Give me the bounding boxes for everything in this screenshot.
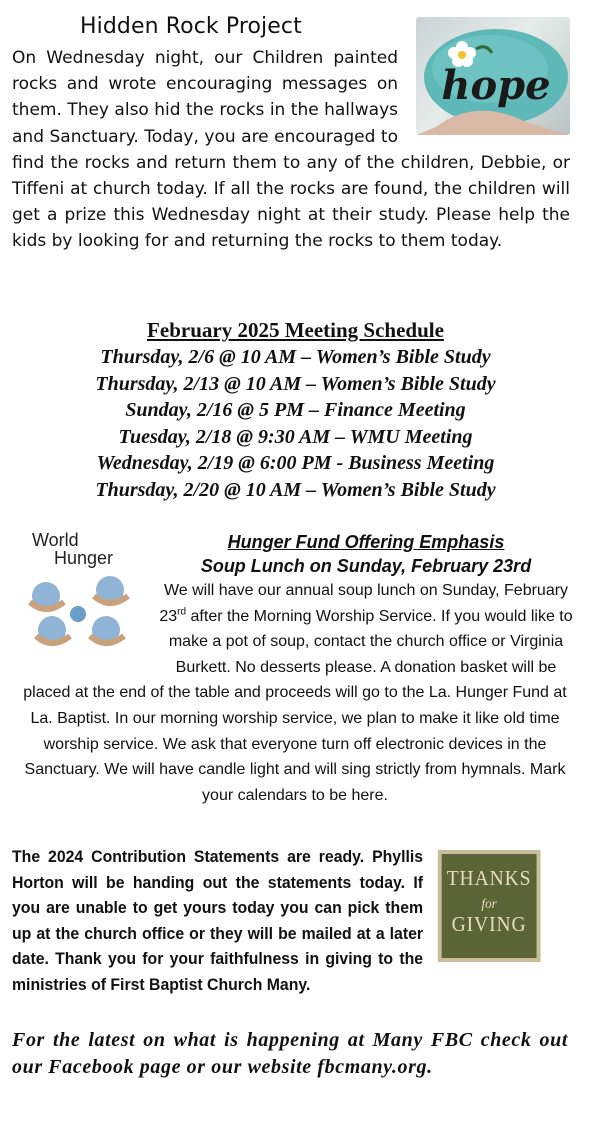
schedule-title: February 2025 Meeting Schedule [147,318,444,342]
thanks-for-giving-image [438,850,540,962]
hidden-rock-title: Hidden Rock Project [80,14,302,39]
schedule-item: Wednesday, 2/19 @ 6:00 PM - Business Meeting [96,452,495,475]
schedule-item: Thursday, 2/20 @ 10 AM – Women’s Bible Study [95,478,496,501]
ordinal-suffix: rd [177,606,187,618]
world-hunger-logo-line1: World [32,530,79,550]
hunger-body-text-cont: after the Morning Worship Service. If you would like to make a pot of soup, contact the church office or Virginia Burkett. No desserts please. A donation basket will be placed at the end of the table and proceeds will go to the La. Hunger Fund at La. Baptist. In our morning worship service, we plan to make it like old time worship service. We ask that everyone turn off electronic devices in the Sanctuary. We will have candle light and will sing strictly from hymnals. Mark your calendars to be here. [23,607,573,804]
giving-text: GIVING [451,912,527,936]
hope-text: hope [441,62,551,109]
for-text: for [481,897,497,912]
hope-rock-image [416,17,570,135]
schedule-item: Sunday, 2/16 @ 5 PM – Finance Meeting [125,399,466,422]
meeting-schedule [0,318,591,504]
footer-note: For the latest on what is happening at Many FBC check out our Facebook page or our website fbcmany.org. [12,1029,568,1078]
hunger-body-text: We will have our annual soup lunch on Sunday, February 23 [159,582,569,625]
contribution-section [12,844,570,998]
hunger-fund-section [12,530,578,808]
thanks-text: THANKS [446,866,532,890]
world-hunger-logo [14,530,148,654]
schedule-item: Thursday, 2/6 @ 10 AM – Women’s Bible Study [100,346,491,368]
schedule-item: Tuesday, 2/18 @ 9:30 AM – WMU Meeting [118,425,473,448]
hunger-title: Hunger Fund Offering Emphasis [227,532,505,552]
hands-globes-icon [14,530,148,654]
hidden-rock-body: On Wednesday night, our Children painted rocks and wrote encouraging messages on them. They also hid the rocks in the hallways and Sanctuary. Today, you are encouraged to find the rocks and return them to any of the children, Debbie, or Tiffeni at church today. If all the rocks are found, the children will get a prize this Wednesday night at their study. Please help the kids by looking for and returning the rocks to them today. [12,48,570,252]
world-hunger-logo-line2: Hunger [54,548,114,568]
hunger-subtitle: Soup Lunch on Sunday, February 23rd [200,556,532,576]
hidden-rock-section [12,45,570,255]
contribution-body: The 2024 Contribution Statements are ready. Phyllis Horton will be handing out the statements today. If you are unable to get yours today you can pick them up at the church office or they will be mailed at a later date. Thank you for your faithfulness in giving to the ministries of First Baptist Church Many. [12,847,424,994]
schedule-item: Thursday, 2/13 @ 10 AM – Women’s Bible Study [95,372,496,395]
